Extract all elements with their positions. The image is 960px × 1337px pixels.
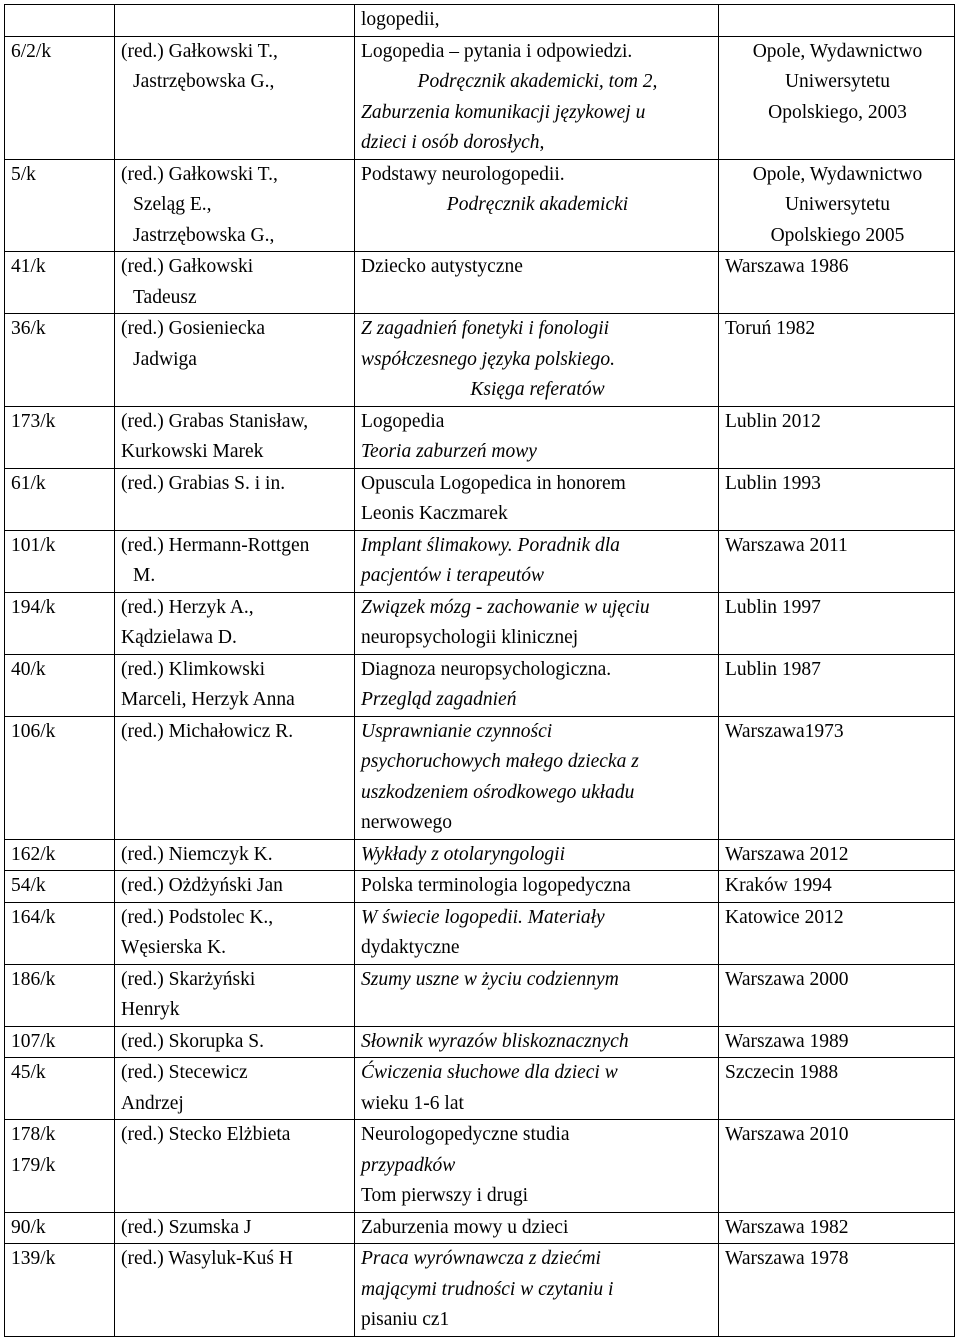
table-row (5, 5, 955, 37)
place-cell: Lublin 2012 (719, 406, 955, 468)
title-cell: Podstawy neurologopedii. Podręcznik akademicki (355, 159, 719, 252)
author-cell (115, 5, 355, 37)
document-page (4, 4, 954, 1337)
table-row (5, 1058, 955, 1120)
sig-cell: 6/2/k (5, 36, 115, 159)
table-row (5, 36, 955, 159)
author-cell: (red.) Podstolec K., Węsierska K. (115, 902, 355, 964)
title-cell: W świecie logopedii. Materiały dydaktyczne (355, 902, 719, 964)
sig-cell: 107/k (5, 1026, 115, 1058)
title-cell: Ćwiczenia słuchowe dla dzieci w wieku 1-6 lat (355, 1058, 719, 1120)
title-cell: Dziecko autystyczne (355, 252, 719, 314)
author-cell: (red.) Skorupka S. (115, 1026, 355, 1058)
title-cell: Logopedia – pytania i odpowiedzi. Podręcznik akademicki, tom 2, Zaburzenia komunikacji językowej u dzieci i osób dorosłych, (355, 36, 719, 159)
sig-cell: 5/k (5, 159, 115, 252)
title-cell: Neurologopedyczne studia przypadków Tom pierwszy i drugi (355, 1120, 719, 1213)
sig-cell: 194/k (5, 592, 115, 654)
sig-cell: 54/k (5, 871, 115, 903)
table-row (5, 964, 955, 1026)
table-row (5, 406, 955, 468)
author-cell: (red.) Grabias S. i in. (115, 468, 355, 530)
sig-cell: 178/k 179/k (5, 1120, 115, 1213)
sig-cell: 90/k (5, 1212, 115, 1244)
title-cell: Opuscula Logopedica in honorem Leonis Kaczmarek (355, 468, 719, 530)
sig-cell: 139/k (5, 1244, 115, 1337)
author-cell: (red.) Grabas Stanisław, Kurkowski Marek (115, 406, 355, 468)
table-row (5, 530, 955, 592)
title-cell: Z zagadnień fonetyki i fonologii współczesnego języka polskiego. Księga referatów (355, 314, 719, 407)
table-row (5, 1026, 955, 1058)
title-cell: Implant ślimakowy. Poradnik dla pacjentów i terapeutów (355, 530, 719, 592)
table-row (5, 902, 955, 964)
place-cell: Warszawa1973 (719, 716, 955, 839)
author-cell: (red.) Niemczyk K. (115, 839, 355, 871)
sig-cell: 40/k (5, 654, 115, 716)
author-cell: (red.) Skarżyński Henryk (115, 964, 355, 1026)
author-cell: (red.) Klimkowski Marceli, Herzyk Anna (115, 654, 355, 716)
table-row (5, 252, 955, 314)
place-cell: Lublin 1987 (719, 654, 955, 716)
author-cell: (red.) Michałowicz R. (115, 716, 355, 839)
table-row (5, 654, 955, 716)
table-row (5, 1212, 955, 1244)
title-cell: Polska terminologia logopedyczna (355, 871, 719, 903)
place-cell: Kraków 1994 (719, 871, 955, 903)
bibliography-table (4, 4, 955, 1337)
place-cell: Toruń 1982 (719, 314, 955, 407)
place-cell: Warszawa 2011 (719, 530, 955, 592)
author-cell: (red.) Szumska J (115, 1212, 355, 1244)
author-cell: (red.) Gałkowski T., Jastrzębowska G., (115, 36, 355, 159)
sig-cell: 106/k (5, 716, 115, 839)
place-cell: Opole, Wydawnictwo Uniwersytetu Opolskiego, 2003 (719, 36, 955, 159)
author-cell: (red.) Ożdżyński Jan (115, 871, 355, 903)
place-cell: Szczecin 1988 (719, 1058, 955, 1120)
author-cell: (red.) Gałkowski T., Szeląg E., Jastrzębowska G., (115, 159, 355, 252)
place-cell: Lublin 1993 (719, 468, 955, 530)
title-cell: Usprawnianie czynności psychoruchowych małego dziecka z uszkodzeniem ośrodkowego układu nerwowego (355, 716, 719, 839)
author-cell: (red.) Stecewicz Andrzej (115, 1058, 355, 1120)
author-cell: (red.) Gosieniecka Jadwiga (115, 314, 355, 407)
title-cell: Słownik wyrazów bliskoznacznych (355, 1026, 719, 1058)
table-row (5, 716, 955, 839)
place-cell: Warszawa 1978 (719, 1244, 955, 1337)
place-cell (719, 5, 955, 37)
place-cell: Warszawa 2000 (719, 964, 955, 1026)
title-cell: Wykłady z otolaryngologii (355, 839, 719, 871)
title-cell: Szumy uszne w życiu codziennym (355, 964, 719, 1026)
table-row (5, 1244, 955, 1337)
sig-cell: 61/k (5, 468, 115, 530)
place-cell: Warszawa 1986 (719, 252, 955, 314)
sig-cell: 36/k (5, 314, 115, 407)
sig-cell: 162/k (5, 839, 115, 871)
place-cell: Warszawa 1989 (719, 1026, 955, 1058)
place-cell: Warszawa 2010 (719, 1120, 955, 1213)
author-cell: (red.) Herzyk A., Kądzielawa D. (115, 592, 355, 654)
sig-cell: 186/k (5, 964, 115, 1026)
title-cell: Zaburzenia mowy u dzieci (355, 1212, 719, 1244)
table-row (5, 839, 955, 871)
title-cell: Logopedia Teoria zaburzeń mowy (355, 406, 719, 468)
sig-cell (5, 5, 115, 37)
place-cell: Lublin 1997 (719, 592, 955, 654)
place-cell: Warszawa 2012 (719, 839, 955, 871)
sig-cell: 45/k (5, 1058, 115, 1120)
author-cell: (red.) Wasyluk-Kuś H (115, 1244, 355, 1337)
sig-cell: 101/k (5, 530, 115, 592)
author-cell: (red.) Gałkowski Tadeusz (115, 252, 355, 314)
title-cell: Praca wyrównawcza z dziećmi mającymi trudności w czytaniu i pisaniu cz1 (355, 1244, 719, 1337)
title-cell: logopedii, (355, 5, 719, 37)
place-cell: Opole, Wydawnictwo Uniwersytetu Opolskiego 2005 (719, 159, 955, 252)
sig-cell: 173/k (5, 406, 115, 468)
author-cell: (red.) Stecko Elżbieta (115, 1120, 355, 1213)
table-row (5, 468, 955, 530)
table-row (5, 159, 955, 252)
title-cell: Związek mózg - zachowanie w ujęciu neuropsychologii klinicznej (355, 592, 719, 654)
title-cell: Diagnoza neuropsychologiczna. Przegląd zagadnień (355, 654, 719, 716)
sig-cell: 164/k (5, 902, 115, 964)
place-cell: Warszawa 1982 (719, 1212, 955, 1244)
table-row (5, 592, 955, 654)
table-row (5, 871, 955, 903)
table-row (5, 314, 955, 407)
sig-cell: 41/k (5, 252, 115, 314)
place-cell: Katowice 2012 (719, 902, 955, 964)
table-row (5, 1120, 955, 1213)
author-cell: (red.) Hermann-Rottgen M. (115, 530, 355, 592)
